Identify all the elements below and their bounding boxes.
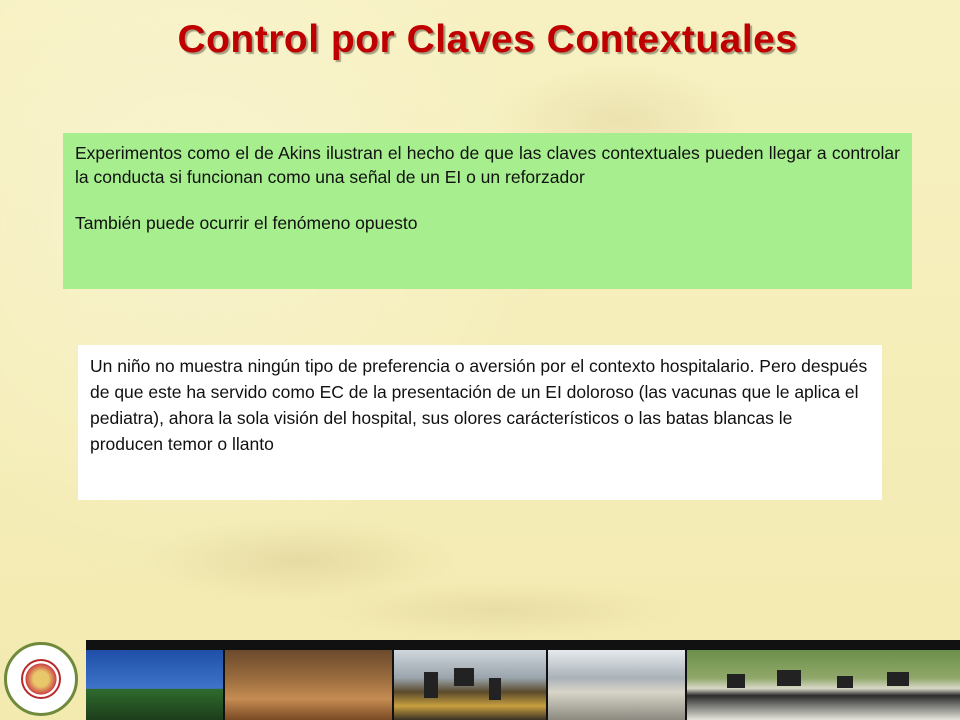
interior-hall-photo [225,650,392,720]
mural-photo [394,650,546,720]
campus-tower-photo [86,650,223,720]
footer-banner [0,640,960,720]
white-paragraph: Un niño no muestra ningún tipo de preferencia o aversión por el contexto hospitalario. Pero después de que este ha servido como EC de la presentación de un EI doloroso (las vacunas que le aplica el pediatra), ahora la sola visión del hospital, sus olores carácterísticos o las batas blancas le producen temor o llanto [90,356,868,454]
white-text-box [78,345,882,500]
campus-photo-strip [86,640,960,720]
mural-wall-photo [687,650,960,720]
university-seal-logo [4,642,78,716]
slide-title: Control por Claves Contextuales [177,18,798,61]
green-paragraph-2: También puede ocurrir el fenómeno opuesto [75,213,418,233]
green-text-box [63,133,912,289]
green-paragraph-1: Experimentos como el de Akins ilustran el hecho de que las claves contextuales pueden llegar a controlar la conducta si funcionan como una señal de un EI o un reforzador [75,143,900,187]
building-photo [548,650,685,720]
